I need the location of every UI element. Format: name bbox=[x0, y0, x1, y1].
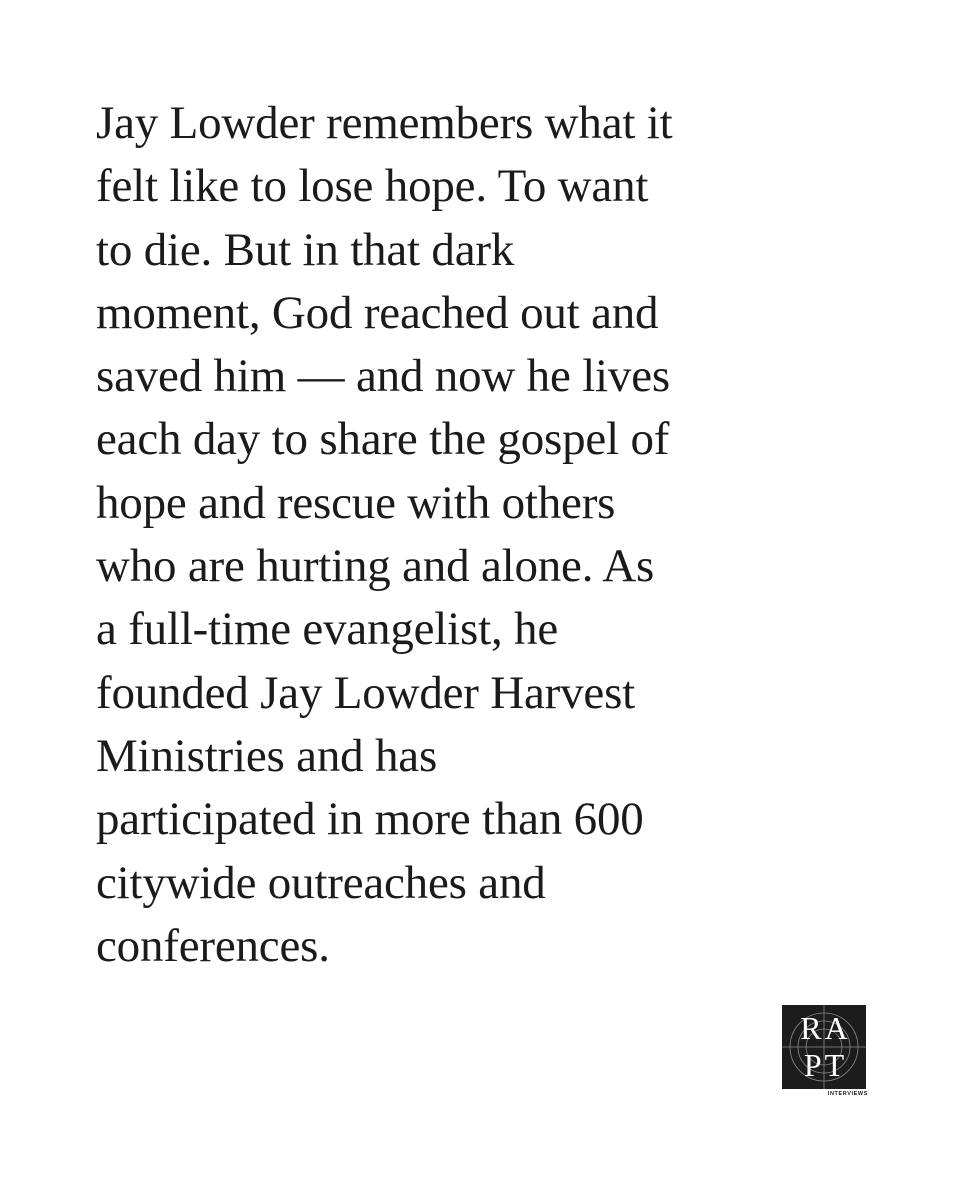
rapt-logo bbox=[782, 1005, 866, 1095]
quote-paragraph bbox=[96, 92, 756, 978]
quote-line: a full-time evangelist, he bbox=[96, 603, 559, 656]
quote-line: felt like to lose hope. To want bbox=[96, 160, 649, 213]
quote-line: Ministries and has bbox=[96, 729, 438, 782]
quote-line: who are hurting and alone. As bbox=[96, 540, 655, 593]
quote-line: participated in more than 600 bbox=[96, 793, 644, 846]
quote-line: hope and rescue with others bbox=[96, 476, 616, 529]
quote-line: Jay Lowder remembers what it bbox=[96, 97, 673, 149]
logo-letters-top: RA bbox=[800, 1010, 851, 1046]
quote-line: each day to share the gospel of bbox=[96, 413, 670, 466]
quote-line: saved him — and now he lives bbox=[96, 350, 670, 403]
quote-line: moment, God reached out and bbox=[96, 286, 659, 339]
quote-line: conferences. bbox=[96, 919, 330, 972]
quote-line: founded Jay Lowder Harvest bbox=[96, 666, 636, 719]
logo-subtitle: INTERVIEWS bbox=[827, 1091, 868, 1097]
quote-line: to die. But in that dark bbox=[96, 223, 515, 276]
rapt-logo-mark bbox=[782, 1005, 866, 1089]
quote-line: citywide outreaches and bbox=[96, 856, 546, 909]
logo-letters-bottom: PT bbox=[803, 1047, 848, 1083]
